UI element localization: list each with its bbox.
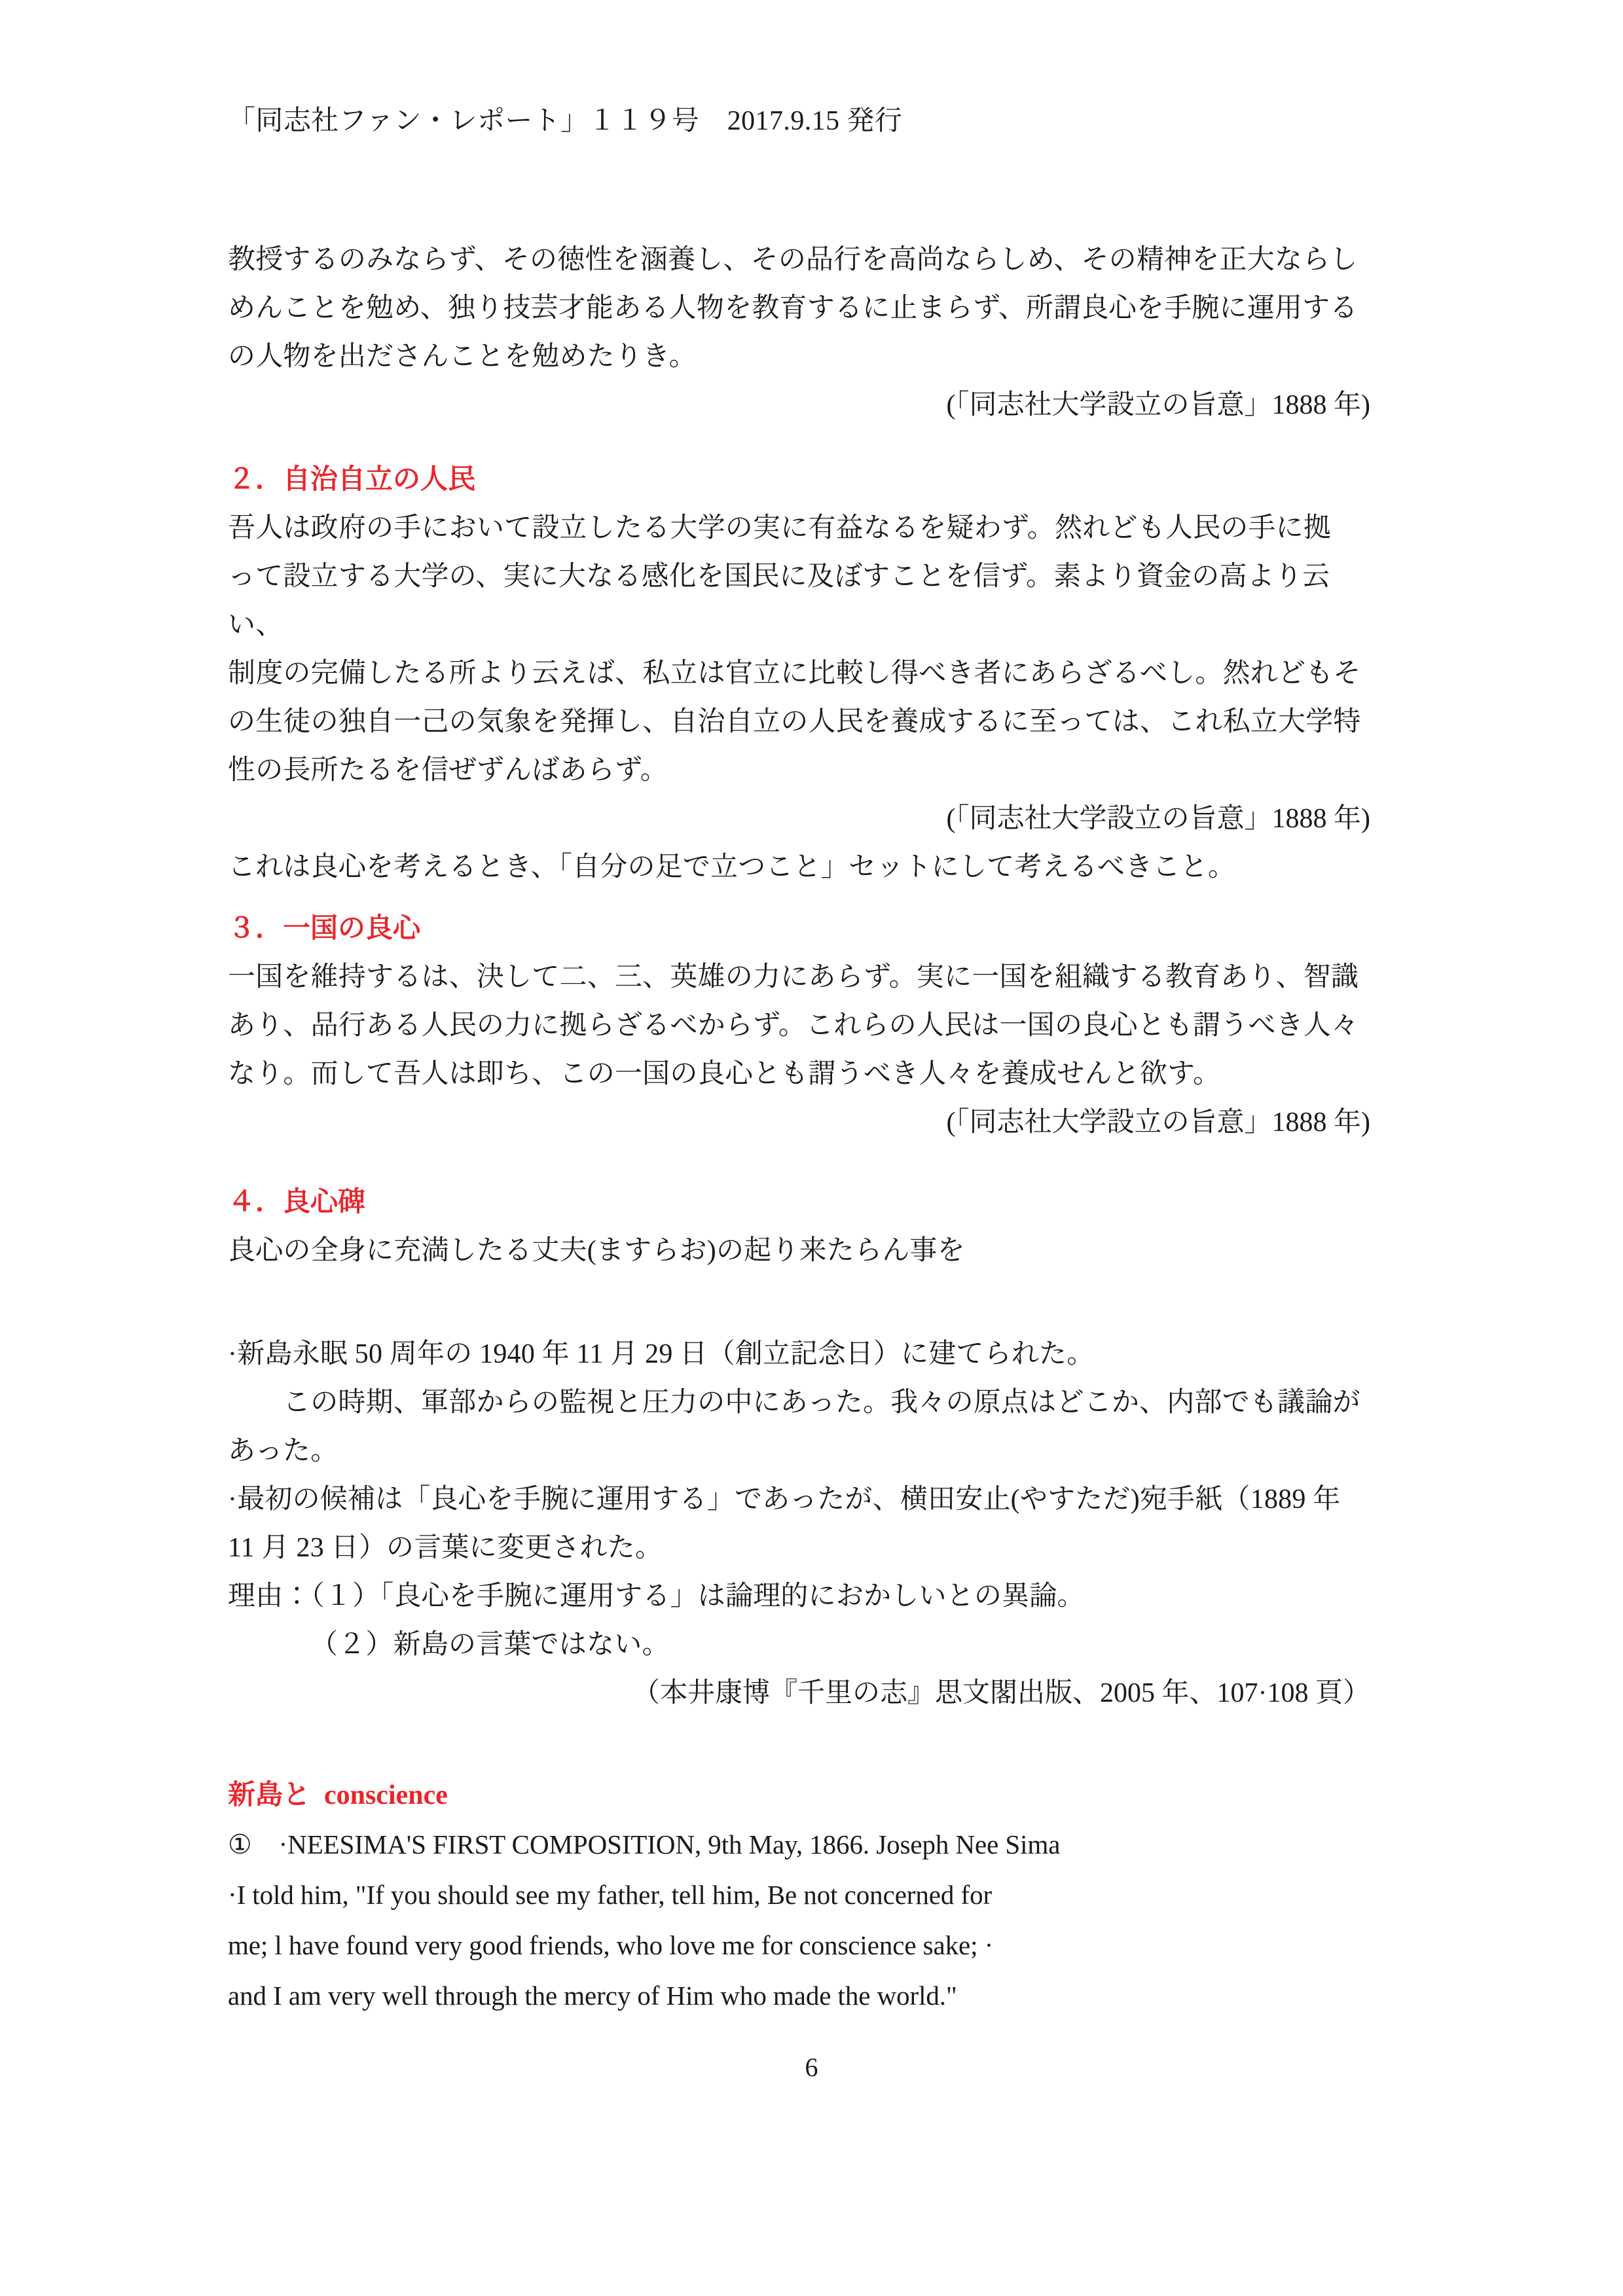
note-line: この時期、軍部からの監視と圧力の中にあった。我々の原点はどこか、内部でも議論が	[283, 1388, 1360, 1418]
monument-inscription: 良心の全身に充満したる丈夫(ますらお)の起り来たらん事を	[228, 1236, 965, 1266]
paragraph-line: 性の長所たるを信ぜずんばあらず。	[228, 755, 668, 785]
paragraph-line: 教授するのみならず、その徳性を涵養し、その品行を高尚ならしめ、その精神を正大ならし	[228, 245, 1358, 275]
section-2-heading: ２．自治自立の人民	[228, 465, 476, 495]
paragraph-line: の人物を出ださんことを勉めたりき。	[228, 342, 697, 372]
paragraph-line: 一国を維持するは、決して二、三、英雄の力にあらず。実に一国を組織する教育あり、智識	[228, 962, 1359, 992]
paragraph-line: 吾人は政府の手において設立したる大学の実に有益なるを疑わず。然れども人民の手に拠	[228, 513, 1332, 543]
quote-line: and I am very well through the mercy of Him who made the world."	[228, 1981, 957, 2011]
section-3	[228, 905, 1370, 1147]
note-line: ·最初の候補は「良心を手腕に運用する」であったが、横田安止(やすただ)宛手紙（1889 年	[228, 1484, 1341, 1515]
item-marker: ①	[228, 1829, 252, 1859]
paragraph-line: あり、品行ある人民の力に拠らざるべからず。これらの人民は一国の良心とも謂うべき人々	[228, 1011, 1359, 1041]
book-citation: （本井康博『千里の志』思文閣出版、2005 年、107·108 頁）	[632, 1678, 1370, 1708]
section-3-heading: ３．一国の良心	[228, 914, 421, 944]
section-4	[228, 1178, 1370, 1717]
intro-paragraph	[228, 236, 1370, 429]
paragraph-line: の生徒の独自一己の気象を発揮し、自治自立の人民を養成するに至っては、これ私立大学特	[228, 707, 1361, 737]
page-number: 6	[805, 2053, 818, 2082]
note-line: （２）新島の言葉ではない。	[310, 1630, 670, 1660]
spacer	[228, 1275, 1370, 1330]
conscience-heading: 新島と conscience	[228, 1780, 448, 1810]
conscience-section	[228, 1771, 1370, 2021]
note-line: 理由：（１）「良心を手腕に運用する」は論理的におかしいとの異論。	[228, 1581, 1085, 1611]
composition-source-line	[228, 1820, 1370, 1870]
source-citation: (「同志社大学設立の旨意」1888 年)	[946, 804, 1370, 834]
section-2-note: これは良心を考えるとき、「自分の足で立つこと」セットにして考えるべきこと。	[228, 852, 1236, 882]
quote-line: ·I told him, "If you should see my father, tell him, Be not concerned for	[228, 1880, 993, 1910]
running-head: 「同志社ファン・レポート」１１９号 2017.9.15 発行	[228, 106, 903, 136]
paragraph-line: って設立する大学の、実に大なる感化を国民に及ぼすことを信ず。素より資金の高より云い、	[228, 562, 1330, 640]
section-4-heading: ４．良心碑	[228, 1187, 366, 1217]
paragraph-line: なり。而して吾人は即ち、この一国の良心とも謂うべき人々を養成せんと欲す。	[228, 1059, 1221, 1089]
paragraph-line: 制度の完備したる所より云えば、私立は官立に比較し得べき者にあらざるべし。然れどもそ	[228, 658, 1361, 689]
section-2	[228, 456, 1370, 891]
note-line: 11 月 23 日）の言葉に変更された。	[228, 1533, 663, 1563]
note-line: あった。	[228, 1436, 338, 1466]
composition-source-text: ·NEESIMA'S FIRST COMPOSITION, 9th May, 1866. Joseph Nee Sima	[278, 1829, 1061, 1859]
paragraph-line: めんことを勉め、独り技芸才能ある人物を教育するに止まらず、所謂良心を手腕に運用する	[228, 293, 1358, 323]
source-citation: (「同志社大学設立の旨意」1888 年)	[946, 390, 1370, 420]
source-citation: (「同志社大学設立の旨意」1888 年)	[946, 1107, 1370, 1138]
note-line: ·新島永眠 50 周年の 1940 年 11 月 29 日（創立記念日）に建てられた。	[228, 1339, 1095, 1369]
quote-line: me; l have found very good friends, who love me for conscience sake; ·	[228, 1930, 994, 1960]
